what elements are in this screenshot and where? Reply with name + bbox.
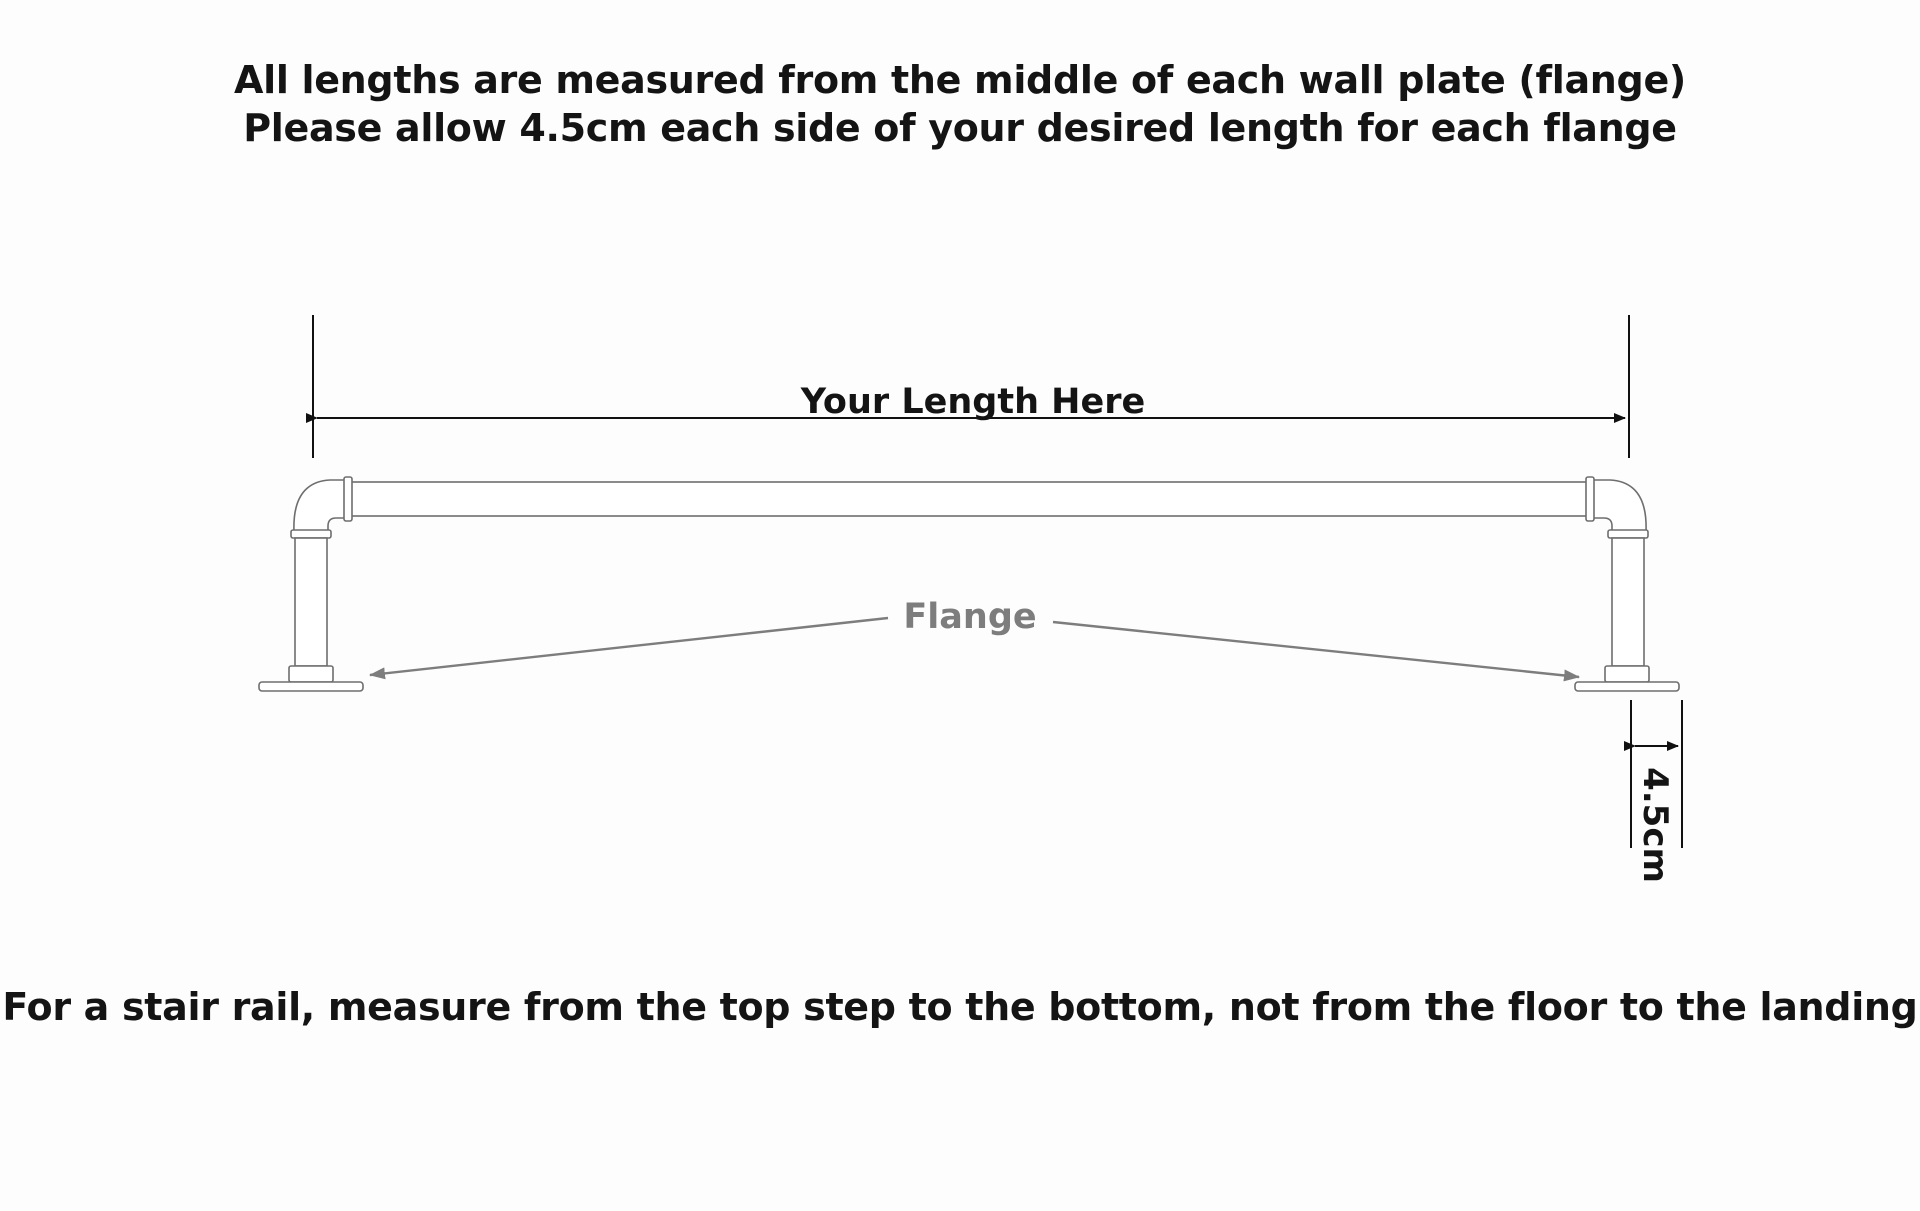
left-elbow-collar-lower (291, 530, 331, 538)
length-dimension (313, 315, 1629, 458)
left-flange (259, 682, 363, 691)
left-flange-collar (289, 666, 333, 682)
offset-dimension (1631, 700, 1682, 883)
offset-label: 4.5cm (1635, 767, 1675, 883)
right-flange (1575, 682, 1679, 691)
right-flange-collar (1605, 666, 1649, 682)
instruction-heading-line-2: Please allow 4.5cm each side of your desired length for each flange (243, 106, 1677, 150)
right-elbow-collar (1586, 477, 1594, 521)
flange-callout (370, 597, 1579, 677)
stair-rail-note: For a stair rail, measure from the top step to the bottom, not from the floor to the landing (2, 985, 1918, 1029)
right-elbow (1590, 480, 1646, 532)
left-elbow (294, 480, 350, 532)
rail-pipe (350, 482, 1590, 516)
instruction-heading-line-1: All lengths are measured from the middle of each wall plate (flange) (233, 58, 1686, 102)
flange-arrow-right (1053, 622, 1579, 677)
left-post (295, 538, 327, 666)
left-rail-end (259, 477, 363, 691)
right-elbow-collar-lower (1608, 530, 1648, 538)
right-post (1612, 538, 1644, 666)
flange-arrow-left (370, 618, 888, 675)
right-rail-end (1575, 477, 1679, 691)
length-label: Your Length Here (800, 382, 1146, 422)
left-elbow-collar (344, 477, 352, 521)
flange-label: Flange (903, 597, 1037, 637)
